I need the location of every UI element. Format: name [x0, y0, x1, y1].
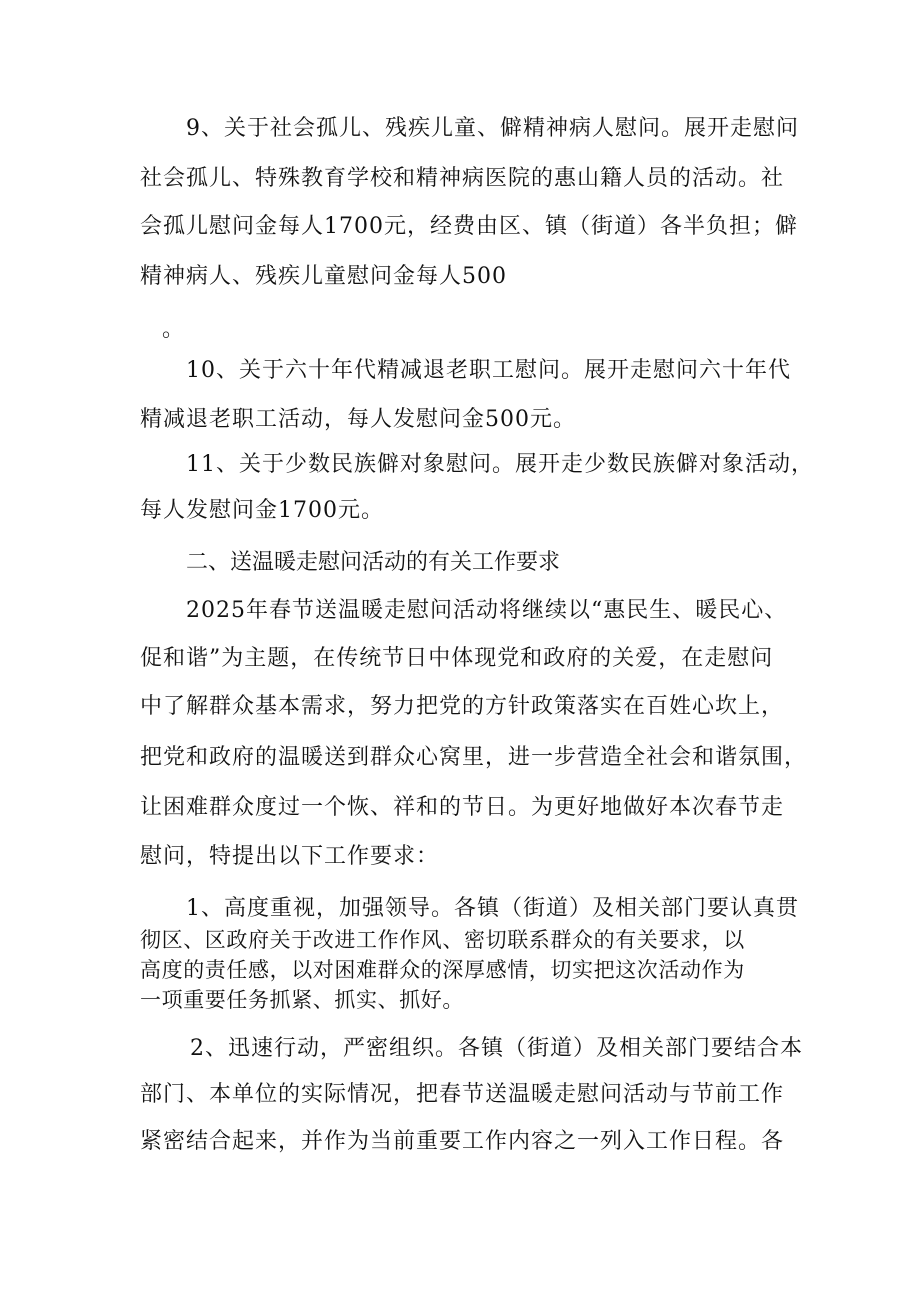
- item-9-line-3: 会孤儿慰问金每人1700元，经费由区、镇（街道）各半负担；僻: [140, 214, 798, 239]
- item-11-line-2: 每人发慰问金1700元。: [140, 498, 384, 523]
- requirement-1-line-4: 一项重要任务抓紧、抓实、抓好。: [140, 988, 464, 1012]
- requirement-1-line-3: 高度的责任感，以对困难群众的深厚感情，切实把这次活动作为: [140, 958, 745, 982]
- section-heading: 二、送温暖走慰问活动的有关工作要求: [186, 550, 561, 575]
- item-9-line-1: 9、关于社会孤儿、残疾儿童、僻精神病人慰问。展开走慰问: [186, 116, 799, 141]
- intro-line-1: 2025年春节送温暖走慰问活动将继续以“惠民生、暖民心、: [186, 598, 788, 623]
- intro-line-5: 让困难群众度过一个恢、祥和的节日。为更好地做好本次春节走: [140, 795, 785, 820]
- item-10-line-2: 精减退老职工活动，每人发慰问金500元。: [140, 407, 576, 432]
- item-10-line-1: 10、关于六十年代精减退老职工慰问。展开走慰问六十年代: [186, 358, 791, 383]
- item-11-line-1: 11、关于少数民族僻对象慰问。展开走少数民族僻对象活动，: [186, 452, 814, 477]
- requirement-1-line-1: 1、高度重视，加强领导。各镇（街道）及相关部门要认真贯: [186, 896, 799, 921]
- item-9-trailing-mark: 。: [162, 317, 186, 342]
- requirement-2-line-1: 2、迅速行动，严密组织。各镇（街道）及相关部门要结合本: [190, 1036, 803, 1061]
- intro-line-2: 促和谐”为主题，在传统节日中体现党和政府的关爱，在走慰问: [140, 646, 774, 671]
- requirement-2-line-3: 紧密结合起来，并作为当前重要工作内容之一列入工作日程。各: [140, 1129, 785, 1154]
- item-9-line-4: 精神病人、残疾儿童慰问金每人500: [140, 264, 507, 289]
- item-9-line-2: 社会孤儿、特殊教育学校和精神病医院的惠山籍人员的活动。社: [140, 166, 785, 191]
- requirement-1-line-2: 彻区、区政府关于改进工作作风、密切联系群众的有关要求，以: [140, 928, 745, 952]
- intro-line-4: 把党和政府的温暖送到群众心窝里，进一步营造全社会和谐氛围，: [140, 745, 808, 770]
- intro-line-6: 慰问，特提出以下工作要求：: [140, 844, 440, 869]
- intro-line-3: 中了解群众基本需求，努力把党的方针政策落实在百姓心坎上，: [140, 694, 785, 719]
- requirement-2-line-2: 部门、本单位的实际情况，把春节送温暖走慰问活动与节前工作: [140, 1082, 785, 1107]
